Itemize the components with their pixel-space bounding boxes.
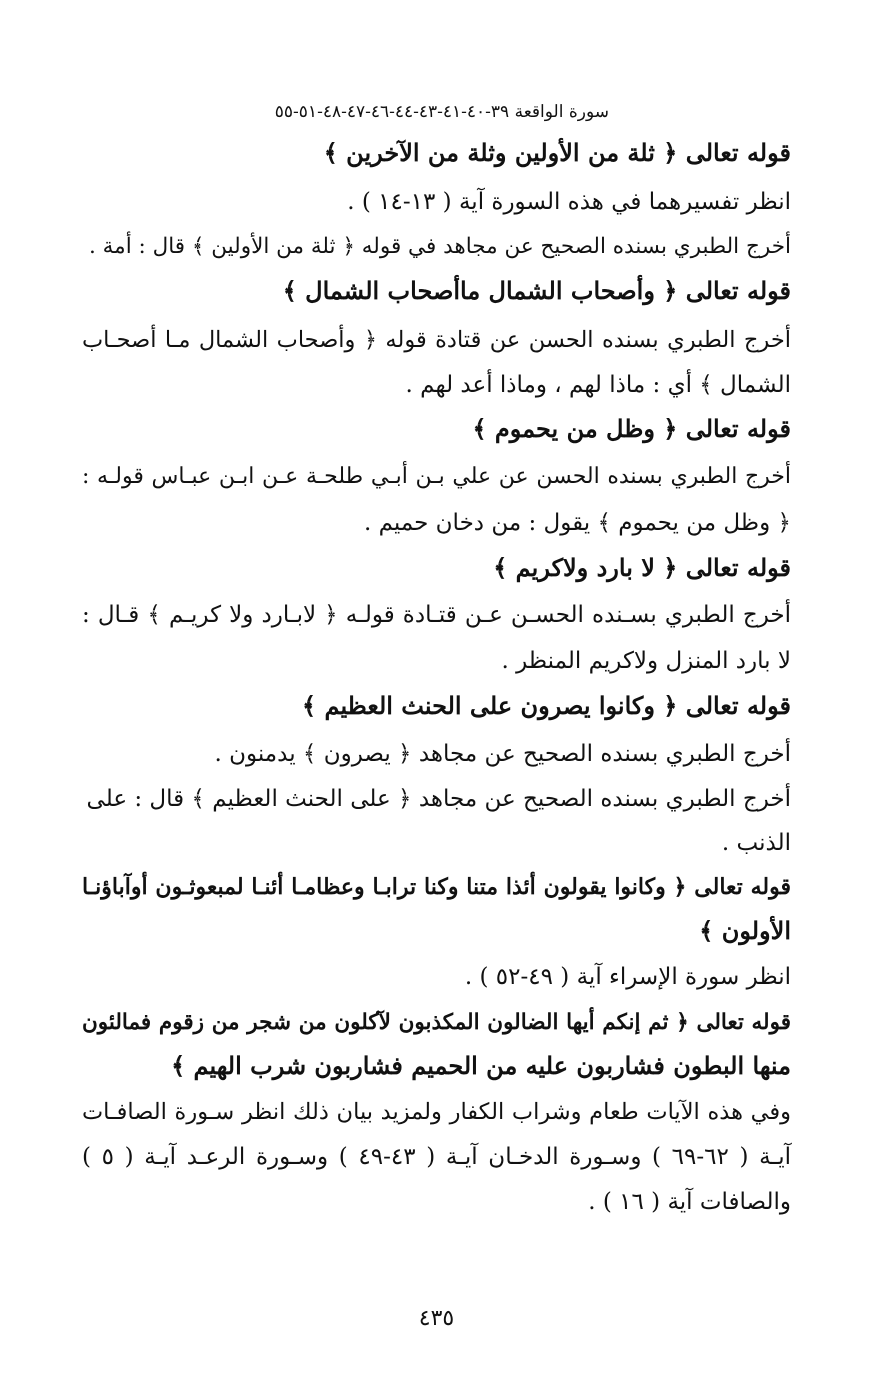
verse-heading: قوله تعالى ﴿ وظل من يحموم ﴾ bbox=[472, 414, 791, 443]
text-line: آيـة ( ٦٢-٦٩ ) وسـورة الدخـان آيـة ( ٤٣-٤٩ ) وسـورة الرعـد آيـة ( ٥ ) bbox=[82, 1144, 791, 1170]
text-line: الشمال ﴾ أي : ماذا لهم ، وماذا أعد لهم . bbox=[405, 372, 791, 398]
running-head: سورة الواقعة ٣٩-٤٠-٤١-٤٣-٤٤-٤٦-٤٧-٤٨-٥١-٥٥ bbox=[274, 102, 609, 122]
verse-heading: قوله تعالى ﴿ وكانوا يقولون أئذا متنا وكنا ترابـا وعظامـا أئنـا لمبعوثـون أوآباؤنـا bbox=[82, 874, 791, 900]
text-line: ﴿ وظل من يحموم ﴾ يقول : من دخان حميم . bbox=[363, 510, 791, 536]
text-line: وفي هذه الآيات طعام وشراب الكفار ولمزيد بيان ذلك انظر سـورة الصافـات bbox=[82, 1099, 791, 1125]
verse-heading: منها البطون فشاربون عليه من الحميم فشاربون شرب الهيم ﴾ bbox=[171, 1051, 791, 1080]
text-line: أخرج الطبري بسنده الحسن عن علي بـن أبـي طلحـة عـن ابـن عبـاس قولـه : bbox=[82, 464, 791, 489]
verse-heading: الأولون ﴾ bbox=[699, 916, 791, 945]
text-line: والصافات آية ( ١٦ ) . bbox=[588, 1189, 791, 1215]
text-line: أخرج الطبري بسنده الحسن عن قتادة قوله ﴿ وأصحاب الشمال مـا أصحـاب bbox=[82, 327, 791, 353]
text-line: أخرج الطبري بسنده الصحيح عن مجاهد ﴿ يصرون ﴾ يدمنون . bbox=[214, 741, 791, 767]
text-line: أخرج الطبري بسنده الصحيح عن مجاهد ﴿ على الحنث العظيم ﴾ قال : على bbox=[86, 786, 791, 812]
text-line: انظر سورة الإسراء آية ( ٤٩-٥٢ ) . bbox=[464, 964, 791, 990]
text-line: الذنب . bbox=[721, 830, 791, 856]
verse-heading: قوله تعالى ﴿ ثلة من الأولين وثلة من الآخرين ﴾ bbox=[323, 138, 791, 167]
verse-heading: قوله تعالى ﴿ وكانوا يصرون على الحنث العظيم ﴾ bbox=[302, 691, 791, 720]
verse-heading: قوله تعالى ﴿ لا بارد ولاكريم ﴾ bbox=[493, 553, 791, 582]
text-line: انظر تفسيرهما في هذه السورة آية ( ١٣-١٤ ) . bbox=[347, 189, 791, 215]
text-line: أخرج الطبري بسـنده الحسـن عـن قتـادة قولـه ﴿ لابـارد ولا كريـم ﴾ قـال : bbox=[82, 602, 791, 628]
page-number: ٤٣٥ bbox=[418, 1306, 455, 1331]
text-line: أخرج الطبري بسنده الصحيح عن مجاهد في قوله ﴿ ثلة من الأولين ﴾ قال : أمة . bbox=[88, 234, 791, 259]
text-line: لا بارد المنزل ولاكريم المنظر . bbox=[501, 648, 791, 674]
verse-heading: قوله تعالى ﴿ وأصحاب الشمال ماأصحاب الشمال ﴾ bbox=[282, 276, 791, 305]
verse-heading: قوله تعالى ﴿ ثم إنكم أيها الضالون المكذبون لآكلون من شجر من زقوم فمالئون bbox=[82, 1010, 791, 1035]
